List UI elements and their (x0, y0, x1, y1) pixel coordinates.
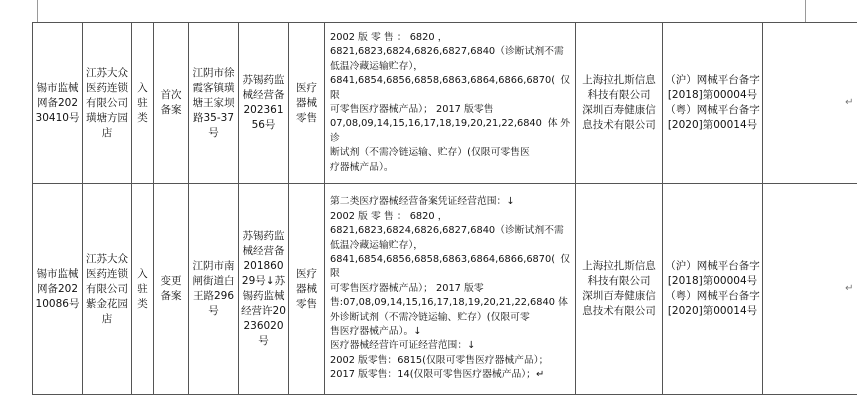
platform-company-cell: 上海拉扎斯信息科技有限公司 深圳百寿健康信息技术有限公司 (576, 23, 663, 184)
blank-cell (763, 184, 857, 395)
record-no-cell: 锡市监械网备20230410号 (33, 23, 83, 184)
table-row (33, 184, 857, 395)
record-type-cell: 首次备案 (154, 23, 189, 184)
record-table (32, 22, 857, 395)
platform-record-cell: （沪）网械平台备字[2018]第00004号 （粤）网械平台备字[2020]第00014号 (663, 184, 763, 395)
return-mark-icon: ↵ (845, 283, 854, 294)
crop-mark-left (37, 0, 38, 22)
scope-cell: 第二类医疗器械经营备案凭证经营范围：↓ 2002 版 零 售 ： 6820 ， 6821,6823,6824,6826,6827,6840（诊断试剂不需 低温冷藏运输贮存）， 6841,6854,6856,6858,6863,6864,6866,6870(仅限 可零售医疗器械产品）； 2017 版零 售:07,08,09,14,15,16,17,18,19,20,21,22,6840 体 外诊断试剂（不需冷链运输、贮存）(仅限可零 售医疗器械产品）。↓ 医疗器械经营许可证经营范围：↓ 2002 版零售：6815(仅限可零售医疗器械产品）； 2017 版零售：14(仅限可零售医疗器械产品）；↵ (325, 184, 576, 395)
platform-type-cell: 入驻类 (132, 23, 154, 184)
category-cell: 医疗器械零售 (289, 184, 325, 395)
address-cell: 江阴市南闸街道白王路296号 (189, 184, 239, 395)
company-cell: 江苏大众医药连锁有限公司紫金花园店 (83, 184, 132, 395)
scope-cell: 2002 版 零 售 ： 6820 ， 6821,6823,6824,6826,6827,6840（诊断试剂不需 低温冷藏运输贮存）， 6841,6854,6856,6858,6863,6864,6866,6870(仅限 可零售医疗器械产品）； 2017 版零售 07,08,09,14,15,16,17,18,19,20,21,22,6840 体外诊 断试剂（不需冷链运输、贮存）(仅限可零售医 疗器械产品）。 (325, 23, 576, 184)
category-cell: 医疗器械零售 (289, 23, 325, 184)
record-no-cell: 锡市监械网备20210086号 (33, 184, 83, 395)
record-type-cell: 变更备案 (154, 184, 189, 395)
platform-type-cell: 入驻类 (132, 184, 154, 395)
company-cell: 江苏大众医药连锁有限公司璜塘方园店 (83, 23, 132, 184)
crop-mark-right (805, 0, 806, 22)
license-no-cell: 苏锡药监械经营备20186029号↓苏锡药监械经营许20236020号 (239, 184, 289, 395)
blank-cell (763, 23, 857, 184)
table-row (33, 23, 857, 184)
address-cell: 江阴市徐霞客镇璜塘王家坝路35-37号 (189, 23, 239, 184)
platform-record-cell: （沪）网械平台备字[2018]第00004号 （粤）网械平台备字[2020]第00014号 (663, 23, 763, 184)
platform-company-cell: 上海拉扎斯信息科技有限公司 深圳百寿健康信息技术有限公司 (576, 184, 663, 395)
return-mark-icon: ↵ (845, 97, 854, 108)
license-no-cell: 苏锡药监械经营备20236156号 (239, 23, 289, 184)
